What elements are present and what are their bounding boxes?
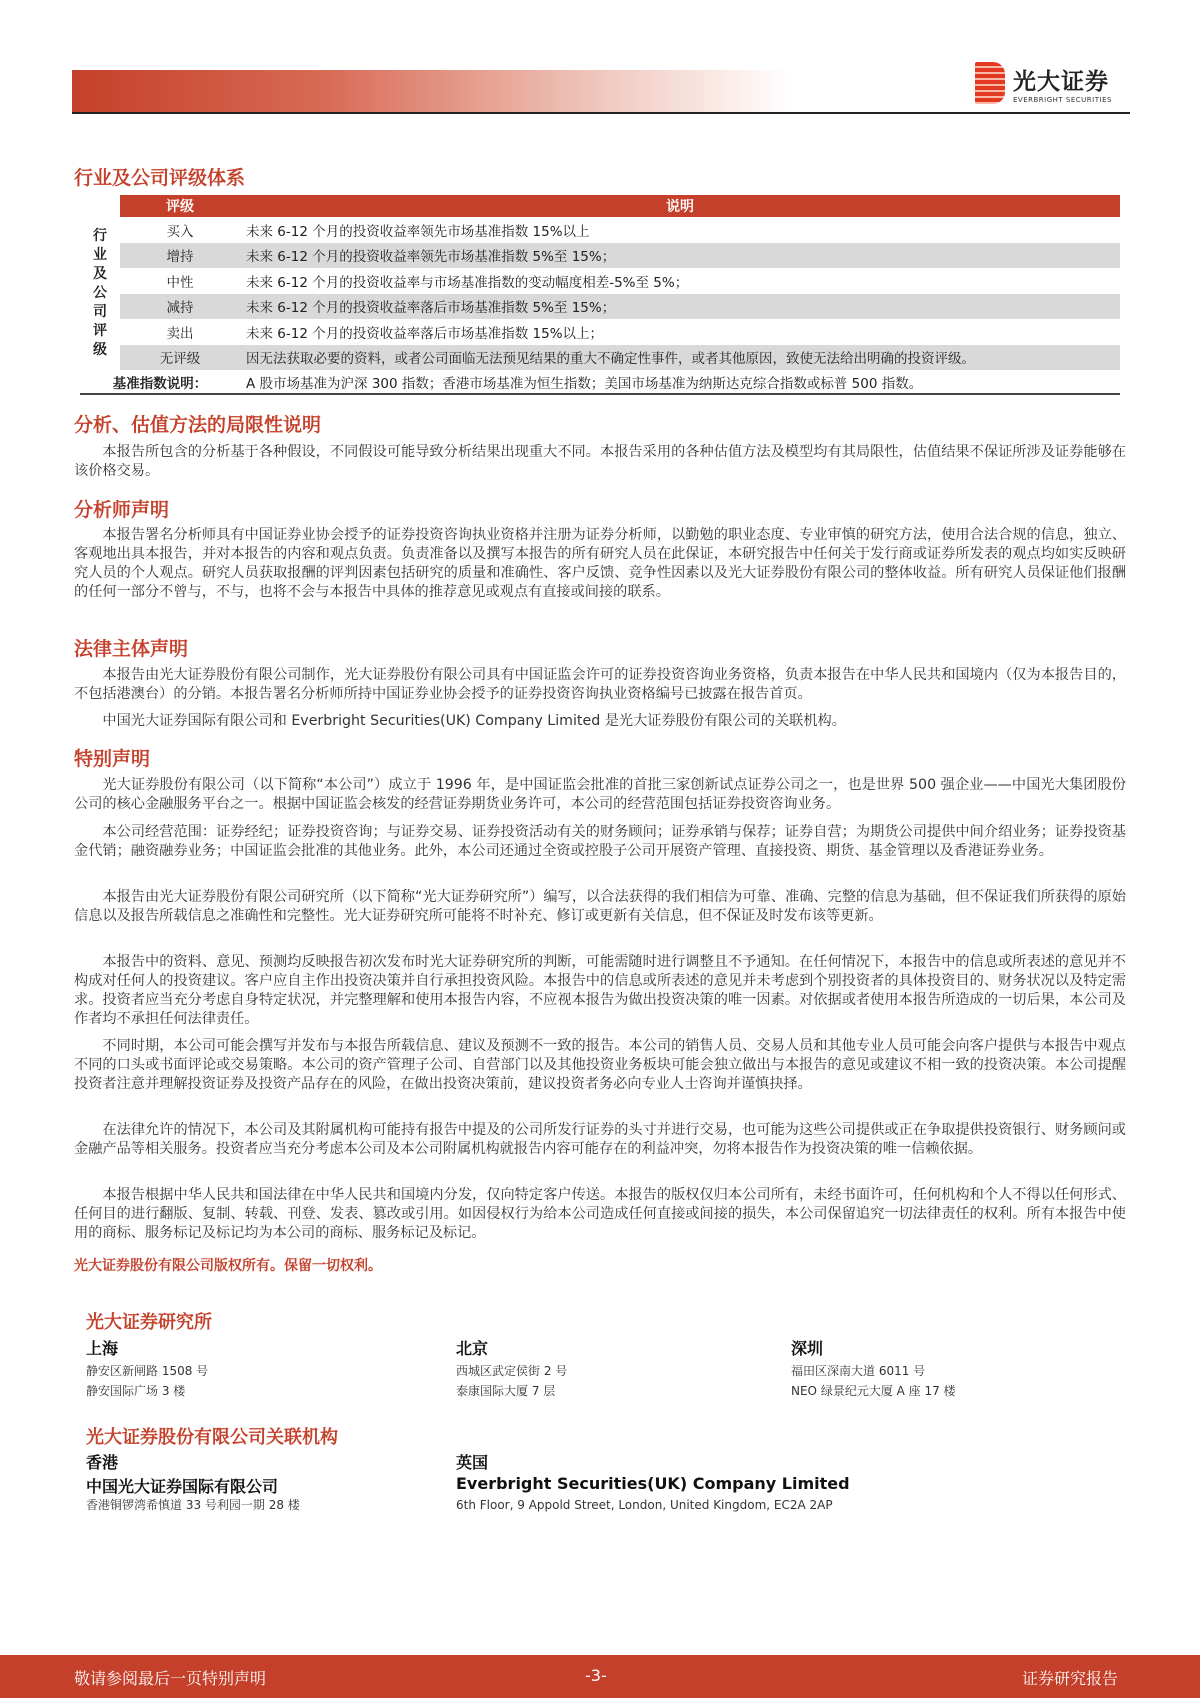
everbright-logo <box>975 62 1112 104</box>
section-title-legal: 法律主体声明 <box>74 638 189 660</box>
benchmark-desc: A 股市场基准为沪深 300 指数；香港市场基准为恒生指数；美国市场基准为纳斯达克综合指数或标普 500 指数。 <box>240 370 1120 394</box>
rating-name: 买入 <box>166 223 194 240</box>
affiliate-region: 香港 <box>86 1453 119 1472</box>
office-address: 西城区武定侯街 2 号 泰康国际大厦 7 层 <box>456 1364 568 1398</box>
rating-desc: 未来 6-12 个月的投资收益率领先市场基准指数 15%以上 <box>246 223 590 240</box>
header-band <box>72 70 792 113</box>
page-footer <box>0 1655 1200 1698</box>
logo-mark-icon <box>975 62 1005 104</box>
rating-title: 行业及公司评级体系 <box>74 167 246 189</box>
rating-desc: 因无法获取必要的资料，或者公司面临无法预见结果的重大不确定性事件，或者其他原因，致使无法给出明确的投资评级。 <box>240 345 1120 371</box>
logo-text-cn: 光大证券 <box>1013 68 1109 95</box>
office-address: 福田区深南大道 6011 号 NEO 绿景纪元大厦 A 座 17 楼 <box>791 1364 956 1398</box>
affiliate-name: Everbright Securities(UK) Company Limited <box>456 1474 850 1493</box>
office-city: 上海 <box>86 1339 119 1358</box>
rating-name: 减持 <box>120 294 240 320</box>
footer-report-type: 证券研究报告 <box>1021 1669 1118 1688</box>
rating-desc: 未来 6-12 个月的投资收益率与市场基准指数的变动幅度相差-5%至 5%； <box>246 274 689 291</box>
paragraph: 本报告署名分析师具有中国证券业协会授予的证券投资咨询执业资格并注册为证券分析师，以勤勉的职业态度、专业审慎的研究方法，使用合法合规的信息，独立、客观地出具本报告，并对本报告的内容和观点负责。负责准备以及撰写本报告的所有研究人员在此保证，本研究报告中任何关于发行商或证券所发表的观点均如实反映研究人员的个人观点。研究人员获取报酬的评判因素包括研究的质量和准确性、客户反馈、竞争性因素以及光大证券股份有限公司的整体收益。所有研究人员保证他们报酬的任何一部分不曾与，不与，也将不会与本报告中具体的推荐意见或观点有直接或间接的联系。 <box>74 527 1126 600</box>
paragraph: 本报告根据中华人民共和国法律在中华人民共和国境内分发，仅向特定客户传送。本报告的版权仅归本公司所有，未经书面许可，任何机构和个人不得以任何形式、任何目的进行翻版、复制、转载、刊登、发表、篡改或引用。如因侵权行为给本公司造成任何直接或间接的损失，本公司保留追究一切法律责任的权利。所有本报告中使用的商标、服务标记及标记均为本公司的商标、服务标记及标记。 <box>74 1187 1126 1241</box>
rating-table <box>80 195 1120 395</box>
footer-disclaimer-note: 敬请参阅最后一页特别声明 <box>74 1669 267 1688</box>
office-address: 静安区新闸路 1508 号 静安国际广场 3 楼 <box>86 1364 209 1398</box>
paragraph: 本报告中的资料、意见、预测均反映报告初次发布时光大证券研究所的判断，可能需随时进行调整且不予通知。在任何情况下，本报告中的信息或所表述的意见并不构成对任何人的投资建议。客户应自主作出投资决策并自行承担投资风险。本报告中的信息或所表述的意见并未考虑到个别投资者的具体投资目的、财务状况以及特定需求。投资者应当充分考虑自身特定状况，并完整理解和使用本报告内容，不应视本报告为做出投资决策的唯一因素。对依据或者使用本报告所造成的一切后果，本公司及作者均不承担任何法律责任。 <box>74 954 1126 1027</box>
rating-desc: 未来 6-12 个月的投资收益率落后市场基准指数 15%以上； <box>246 325 604 342</box>
rating-name: 增持 <box>120 243 240 269</box>
paragraph: 中国光大证券国际有限公司和 Everbright Securities(UK) Company Limited 是光大证券股份有限公司的关联机构。 <box>102 713 846 729</box>
col-rating: 评级 <box>120 195 240 217</box>
affiliates-title: 光大证券股份有限公司关联机构 <box>86 1427 338 1448</box>
section-title-special: 特别声明 <box>74 748 151 770</box>
paragraph: 本报告由光大证券股份有限公司研究所（以下简称“光大证券研究所”）编写，以合法获得的我们相信为可靠、准确、完整的信息为基础，但不保证我们所获得的原始信息以及报告所载信息之准确性和完整性。光大证券研究所可能将不时补充、修订或更新有关信息，但不保证及时发布该等更新。 <box>74 889 1126 924</box>
paragraph: 不同时期，本公司可能会撰写并发布与本报告所载信息、建议及预测不一致的报告。本公司的销售人员、交易人员和其他专业人员可能会向客户提供与本报告中观点不同的口头或书面评论或交易策略。本公司的资产管理子公司、自营部门以及其他投资业务板块可能会独立做出与本报告的意见或建议不相一致的投资决策。本公司提醒投资者注意并理解投资证券及投资产品存在的风险，在做出投资决策前，建议投资者务必向专业人士咨询并谨慎抉择。 <box>74 1038 1126 1092</box>
copyright-notice: 光大证券股份有限公司版权所有。保留一切权利。 <box>74 1258 382 1274</box>
paragraph: 在法律允许的情况下，本公司及其附属机构可能持有报告中提及的公司所发行证券的头寸并进行交易，也可能为这些公司提供或正在争取提供投资银行、财务顾问或金融产品等相关服务。投资者应当充分考虑本公司及本公司附属机构就报告内容可能存在的利益冲突，勿将本报告作为投资决策的唯一信赖依据。 <box>74 1122 1126 1157</box>
benchmark-label: 基准指数说明： <box>80 370 240 394</box>
paragraph: 本报告由光大证券股份有限公司制作，光大证券股份有限公司具有中国证监会许可的证券投资咨询业务资格，负责本报告在中华人民共和国境内（仅为本报告目的，不包括港澳台）的分销。本报告署名分析师所持中国证券业协会授予的证券投资咨询执业资格编号已披露在报告首页。 <box>74 667 1126 702</box>
rating-name: 卖出 <box>166 325 194 342</box>
page-number: -3- <box>585 1666 607 1685</box>
side-label: 行业及公司评级 <box>80 217 120 370</box>
rating-desc: 未来 6-12 个月的投资收益率领先市场基准指数 5%至 15%； <box>240 243 1120 269</box>
affiliate-address: 6th Floor, 9 Appold Street, London, United Kingdom, EC2A 2AP <box>456 1498 833 1512</box>
office-city: 北京 <box>456 1339 489 1358</box>
rating-name: 无评级 <box>120 345 240 371</box>
section-title-limitations: 分析、估值方法的局限性说明 <box>74 414 322 436</box>
paragraph: 本报告所包含的分析基于各种假设，不同假设可能导致分析结果出现重大不同。本报告采用的各种估值方法及模型均有其局限性，估值结果不保证所涉及证券能够在该价格交易。 <box>74 444 1126 479</box>
affiliate-name: 中国光大证券国际有限公司 <box>86 1477 279 1496</box>
affiliate-region: 英国 <box>456 1453 489 1472</box>
office-city: 深圳 <box>791 1339 824 1358</box>
col-desc: 说明 <box>240 195 1120 217</box>
section-title-analyst: 分析师声明 <box>74 499 170 521</box>
paragraph: 光大证券股份有限公司（以下简称“本公司”）成立于 1996 年，是中国证监会批准的首批三家创新试点证券公司之一，也是世界 500 强企业——中国光大集团股份公司的核心金融服务平台之一。根据中国证监会核发的经营证券期货业务许可，本公司的经营范围包括证券投资咨询业务。 <box>74 777 1126 812</box>
logo-text-en: EVERBRIGHT SECURITIES <box>1013 95 1112 104</box>
rating-name: 中性 <box>166 274 194 291</box>
affiliate-address: 香港铜锣湾希慎道 33 号利园一期 28 楼 <box>86 1498 300 1512</box>
paragraph: 本公司经营范围：证券经纪；证券投资咨询；与证券交易、证券投资活动有关的财务顾问；证券承销与保荐；证券自营；为期货公司提供中间介绍业务；证券投资基金代销；融资融券业务；中国证监会批准的其他业务。此外，本公司还通过全资或控股子公司开展资产管理、直接投资、期货、基金管理以及香港证券业务。 <box>74 824 1126 859</box>
rating-desc: 未来 6-12 个月的投资收益率落后市场基准指数 5%至 15%； <box>240 294 1120 320</box>
header-divider <box>72 112 1130 114</box>
research-institute-title: 光大证券研究所 <box>86 1312 212 1333</box>
